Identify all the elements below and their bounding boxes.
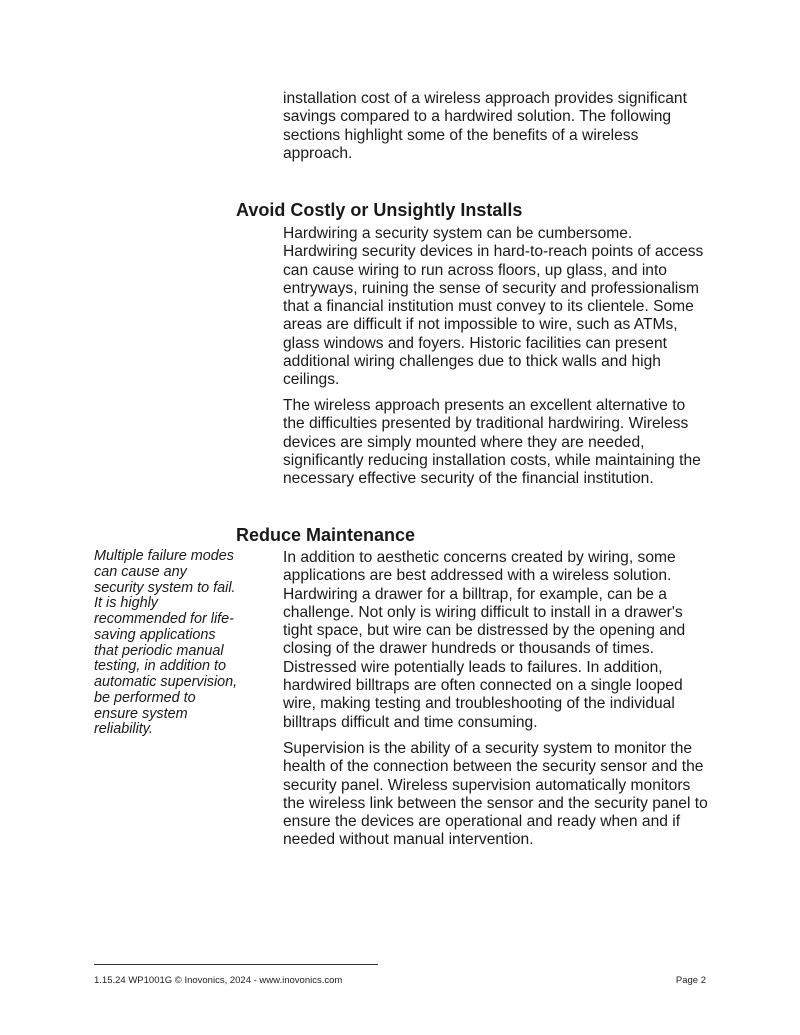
intro-paragraph: installation cost of a wireless approach provides significant savings compared to a hardwired solution. The following sections highlight some of the benefits of a wireless approach.	[283, 90, 687, 162]
footer-divider	[94, 964, 378, 965]
footer-copyright: 1.15.24 WP1001G © Inovonics, 2024 - www.inovonics.com	[94, 975, 343, 986]
section1-paragraph-2: The wireless approach presents an excellent alternative to the difficulties presented by traditional hardwiring. Wireless devices are simply mounted where they are needed, significantly reducing installation costs, while maintaining the necessary effective security of the financial institution.	[283, 397, 701, 488]
section-heading-avoid-costly: Avoid Costly or Unsightly Installs	[236, 200, 523, 220]
section2-paragraph-1: In addition to aesthetic concerns created by wiring, some applications are best addressed with a wireless solution. Hardwiring a drawer for a billtrap, for example, can be a challenge. Not only is wiring difficult to install in a drawer's tight space, but wire can be distressed by the opening and closing of the drawer hundreds or thousands of times. Distressed wire potentially leads to failures. In addition, hardwired billtraps are often connected on a single looped wire, making testing and troubleshooting of the individual billtraps difficult and time consuming.	[283, 549, 686, 731]
section2-paragraph-2: Supervision is the ability of a security system to monitor the health of the connection between the security sensor and the security panel. Wireless supervision automatically monitors the wireless link between the sensor and the security panel to ensure the devices are operational and ready when and if needed without manual intervention.	[283, 740, 708, 849]
footer-page-number: Page 2	[675, 975, 706, 986]
margin-note: Multiple failure modes can cause any security system to fail. It is highly recommended for life-saving applications that periodic manual testing, in addition to automatic supervision, be performed to ensure system reliability.	[94, 548, 238, 738]
section1-paragraph-1: Hardwiring a security system can be cumbersome. Hardwiring security devices in hard-to-reach points of access can cause wiring to run across floors, up glass, and into entryways, ruining the sense of security and professionalism that a financial institution must convey to its clientele. Some areas are difficult if not impossible to wire, such as ATMs, glass windows and foyers. Historic facilities can present additional wiring challenges due to thick walls and high ceilings.	[283, 225, 704, 389]
section-heading-reduce-maintenance: Reduce Maintenance	[236, 525, 416, 545]
